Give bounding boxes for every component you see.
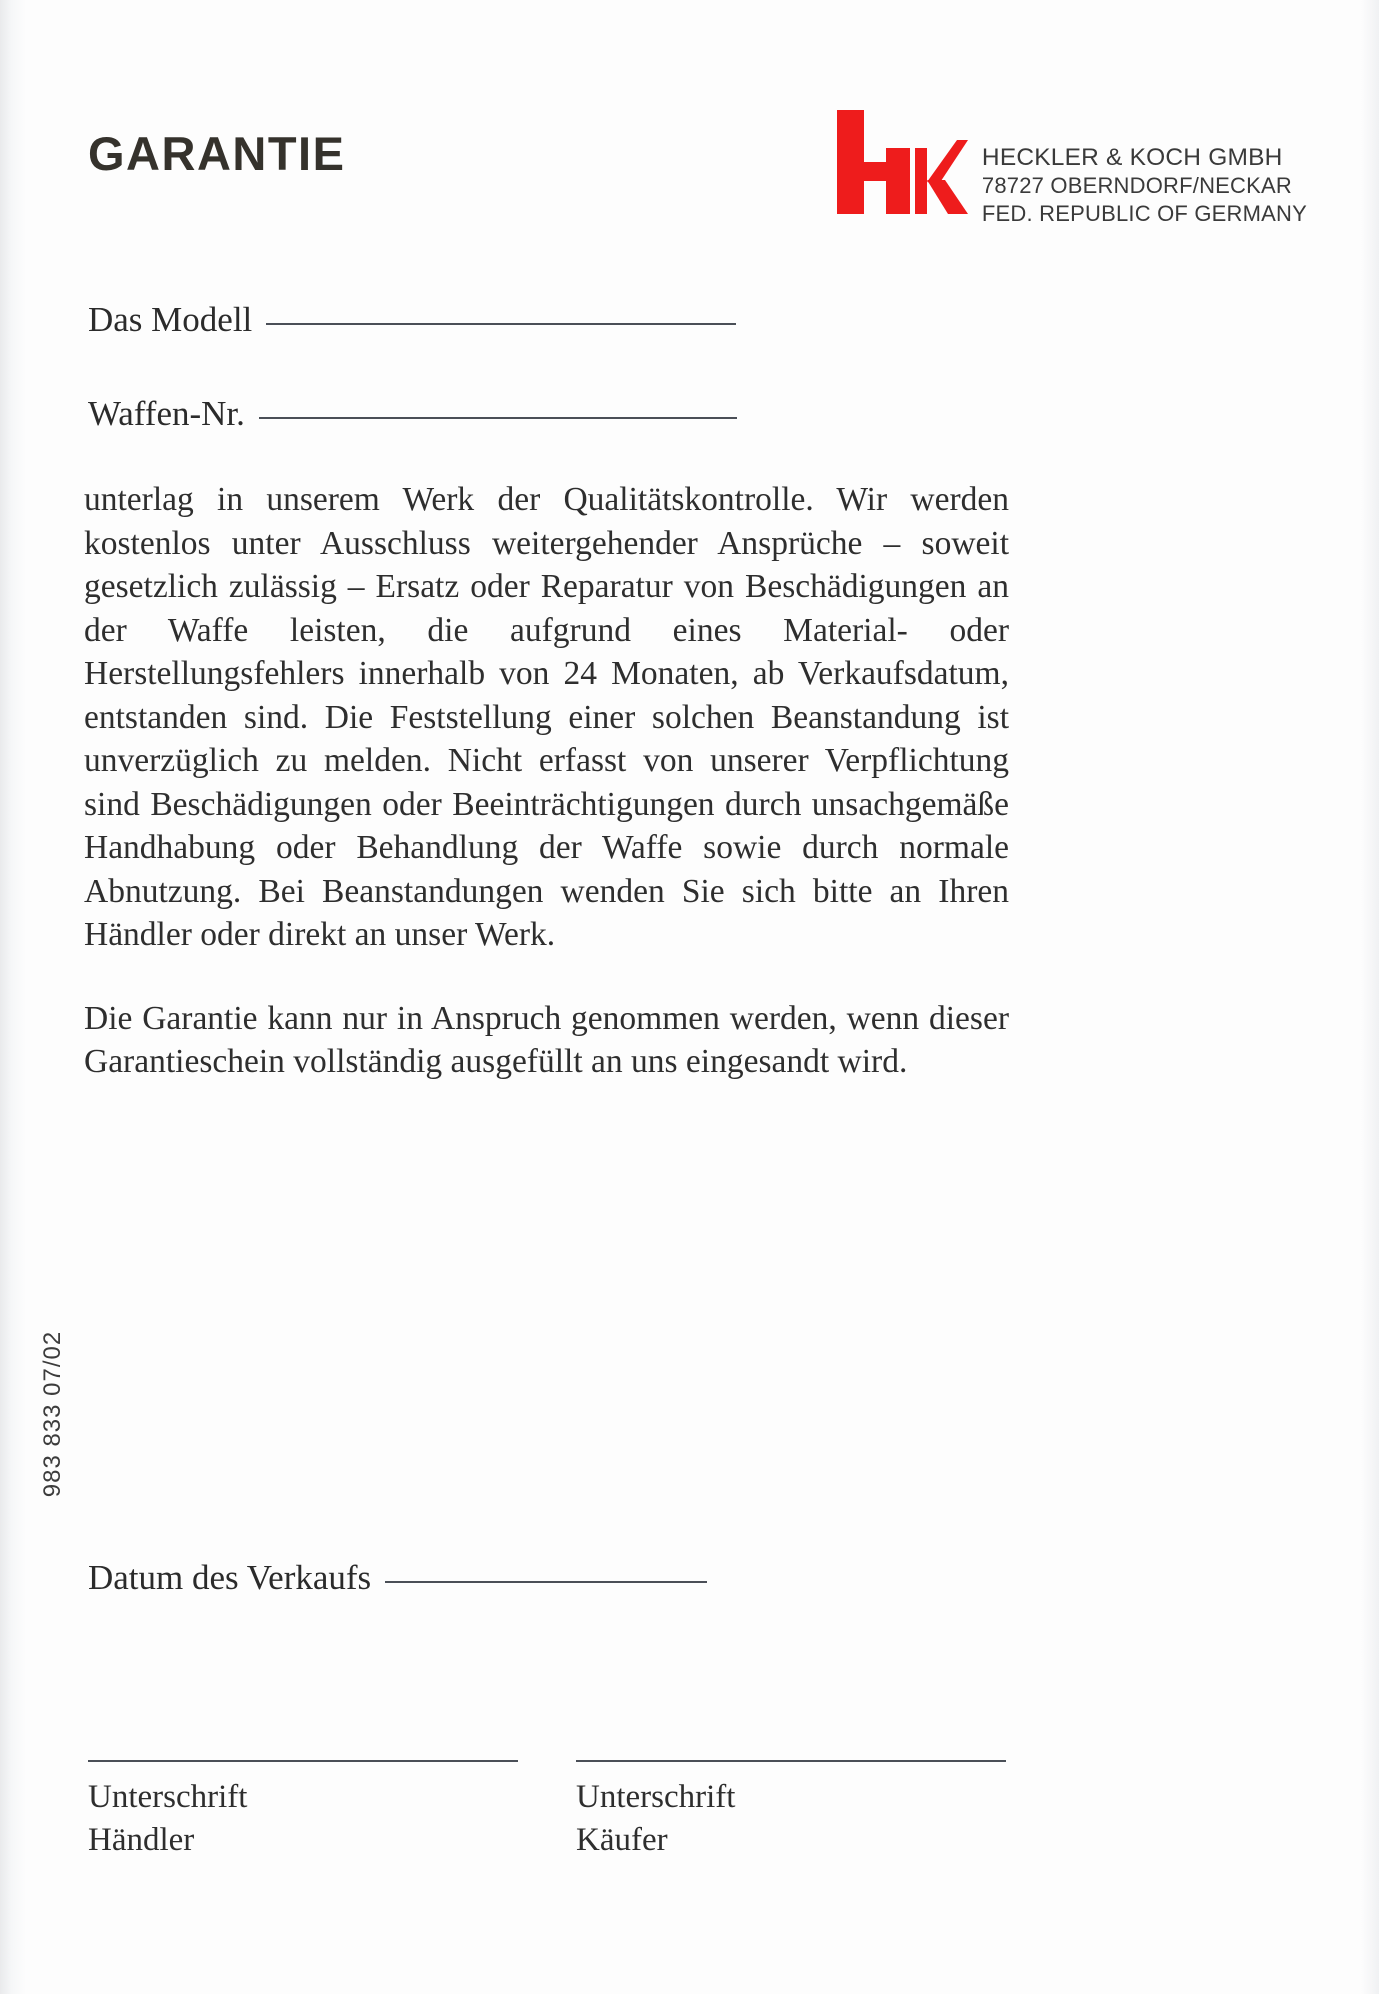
warranty-paragraph-1: unterlag in unserem Werk der Qualitätskontrolle. Wir werden kostenlos unter Ausschluss weitergehender Ansprüche – soweit gesetzlich zulässig – Ersatz oder Reparatur von Beschädigungen an der Waffe leisten, die aufgrund eines Material- oder Herstellungsfehlers innerhalb von 24 Monaten, ab Verkaufsdatum, entstanden sind. Die Feststellung einer solchen Beanstandung ist unverzüglich zu melden. Nicht erfasst von unserer Verpflichtung sind Beschädigungen oder Beeinträchtigungen durch unsachgemäße Handhabung oder Behandlung der Waffe sowie durch normale Abnutzung. Bei Beanstandungen wenden Sie sich bitte an Ihren Händler oder direkt an unser Werk. xyxy=(84,481,1009,953)
company-country: FED. REPUBLIC OF GERMANY xyxy=(981,201,1307,226)
scan-left-edge-shadow xyxy=(0,0,26,1994)
heckler-koch-hk-logo-icon xyxy=(835,110,968,214)
document-header xyxy=(88,108,1307,228)
signature-line-dealer[interactable] xyxy=(88,1760,518,1762)
field-date-of-sale xyxy=(88,1558,707,1598)
field-weapon-number-label: Waffen-Nr. xyxy=(88,394,245,433)
field-weapon-number-input[interactable] xyxy=(259,417,737,419)
company-address-block xyxy=(982,108,1307,228)
warranty-paragraph-2: Die Garantie kann nur in Anspruch genommen werden, wenn dieser Garantieschein vollständig ausgefüllt an uns eingesandt wird. xyxy=(84,999,1009,1080)
scan-right-edge-shadow xyxy=(1361,0,1379,1994)
signature-buyer-label-line2: Käufer xyxy=(576,1822,668,1858)
signature-buyer-label-line1: Unterschrift xyxy=(576,1779,736,1815)
signature-line-buyer[interactable] xyxy=(576,1760,1006,1762)
form-reference-code: 983 833 07/02 xyxy=(39,1330,66,1498)
signature-dealer-label-line2: Händler xyxy=(88,1822,195,1858)
signature-dealer-label-line1: Unterschrift xyxy=(88,1779,248,1815)
field-model xyxy=(88,300,736,340)
company-city: 78727 OBERNDORF/NECKAR xyxy=(981,173,1292,198)
signature-block-dealer xyxy=(88,1760,518,1862)
field-date-of-sale-label: Datum des Verkaufs xyxy=(88,1558,372,1597)
field-weapon-number xyxy=(88,394,737,434)
warranty-text xyxy=(84,478,1009,1084)
signature-section xyxy=(88,1760,1013,1862)
company-branding xyxy=(835,108,1307,228)
field-model-input[interactable] xyxy=(266,323,736,325)
field-date-of-sale-input[interactable] xyxy=(385,1581,707,1583)
company-name: HECKLER & KOCH GMBH xyxy=(981,144,1283,171)
field-model-label: Das Modell xyxy=(88,300,253,339)
signature-block-buyer xyxy=(576,1760,1006,1862)
page-title: GARANTIE xyxy=(88,127,346,180)
